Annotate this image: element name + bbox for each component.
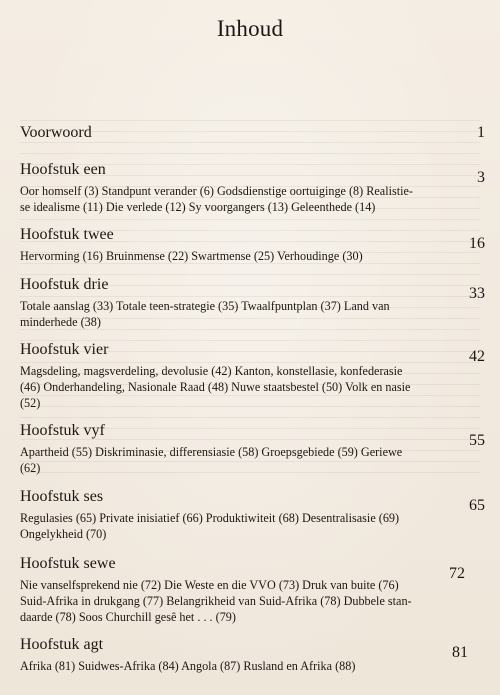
toc-page-number: 81 [452, 644, 468, 661]
toc-description [20, 248, 485, 264]
toc-line: se idealisme (11) Die verlede (12) Sy voorgangers (13) Geleenthede (14) [20, 200, 376, 214]
toc-heading: Hoofstuk twee [20, 226, 114, 243]
toc-line: Totale aanslag (33) Totale teen-strategie (35) Twaalfpuntplan (37) Land van [20, 299, 390, 313]
toc-page-number: 42 [469, 348, 485, 365]
toc-description [20, 444, 485, 476]
toc-line: Magsdeling, magsverdeling, devolusie (42) Kanton, konstellasie, konfederasie [20, 364, 403, 378]
toc-entry-hoofstuk-ses [20, 488, 485, 542]
toc-heading: Hoofstuk agt [20, 636, 104, 653]
toc-heading: Hoofstuk ses [20, 488, 104, 505]
toc-line: (62) [20, 461, 41, 475]
toc-description [20, 363, 485, 411]
toc-line: daarde (78) Soos Churchill gesê het . . . (79) [20, 610, 236, 624]
toc-line: (52) [20, 396, 41, 410]
toc-line: Regulasies (65) Private inisiatief (66) Produktiwiteit (68) Desentralisasie (69) [20, 511, 400, 525]
toc-line: Nie vanselfsprekend nie (72) Die Weste en die VVO (73) Druk van buite (76) [20, 578, 399, 592]
toc-page-number: 65 [469, 497, 485, 514]
toc-description [20, 658, 485, 674]
toc-page-number: 3 [477, 169, 485, 186]
toc-heading: Voorwoord [20, 124, 92, 141]
toc-description [20, 510, 485, 542]
toc-page-number: 16 [469, 235, 485, 252]
toc-entry-hoofstuk-sewe [20, 555, 485, 625]
toc-line: (46) Onderhandeling, Nasionale Raad (48) Nuwe staatsbestel (50) Volk en nasie [20, 380, 411, 394]
toc-line: Oor homself (3) Standpunt verander (6) Godsdienstige oortuiginge (8) Realistie- [20, 184, 413, 198]
toc-description [20, 183, 485, 215]
toc-line: Suid-Afrika in drukgang (77) Belangrikheid van Suid-Afrika (78) Dubbele stan- [20, 594, 412, 608]
toc-entry-hoofstuk-vier [20, 341, 485, 411]
page-title: Inhoud [216, 16, 284, 41]
toc-entry-hoofstuk-vyf [20, 422, 485, 476]
toc-line: Hervorming (16) Bruinmense (22) Swartmense (25) Verhoudinge (30) [20, 249, 363, 263]
toc-entry-hoofstuk-drie [20, 276, 485, 330]
toc-description [20, 577, 485, 625]
toc-entry-voorwoord [20, 124, 485, 144]
toc-entry-hoofstuk-agt [20, 636, 485, 674]
toc-page-number: 72 [449, 565, 465, 582]
toc-entry-hoofstuk-twee [20, 226, 485, 264]
toc-heading: Hoofstuk sewe [20, 555, 116, 572]
toc-line: Apartheid (55) Diskriminasie, differensiasie (58) Groepsgebiede (59) Geriewe [20, 445, 403, 459]
toc-heading: Hoofstuk een [20, 161, 106, 178]
toc-page-number: 55 [469, 432, 485, 449]
toc-line: Afrika (81) Suidwes-Afrika (84) Angola (87) Rusland en Afrika (88) [20, 659, 356, 673]
toc-description [20, 298, 485, 330]
toc-line: Ongelykheid (70) [20, 527, 107, 541]
toc-heading: Hoofstuk drie [20, 276, 109, 293]
toc-page-number: 33 [469, 285, 485, 302]
toc-line: minderhede (38) [20, 315, 101, 329]
toc-page-number: 1 [477, 124, 485, 141]
toc-entry-hoofstuk-een [20, 161, 485, 215]
toc-heading: Hoofstuk vyf [20, 422, 105, 439]
toc-heading: Hoofstuk vier [20, 341, 109, 358]
